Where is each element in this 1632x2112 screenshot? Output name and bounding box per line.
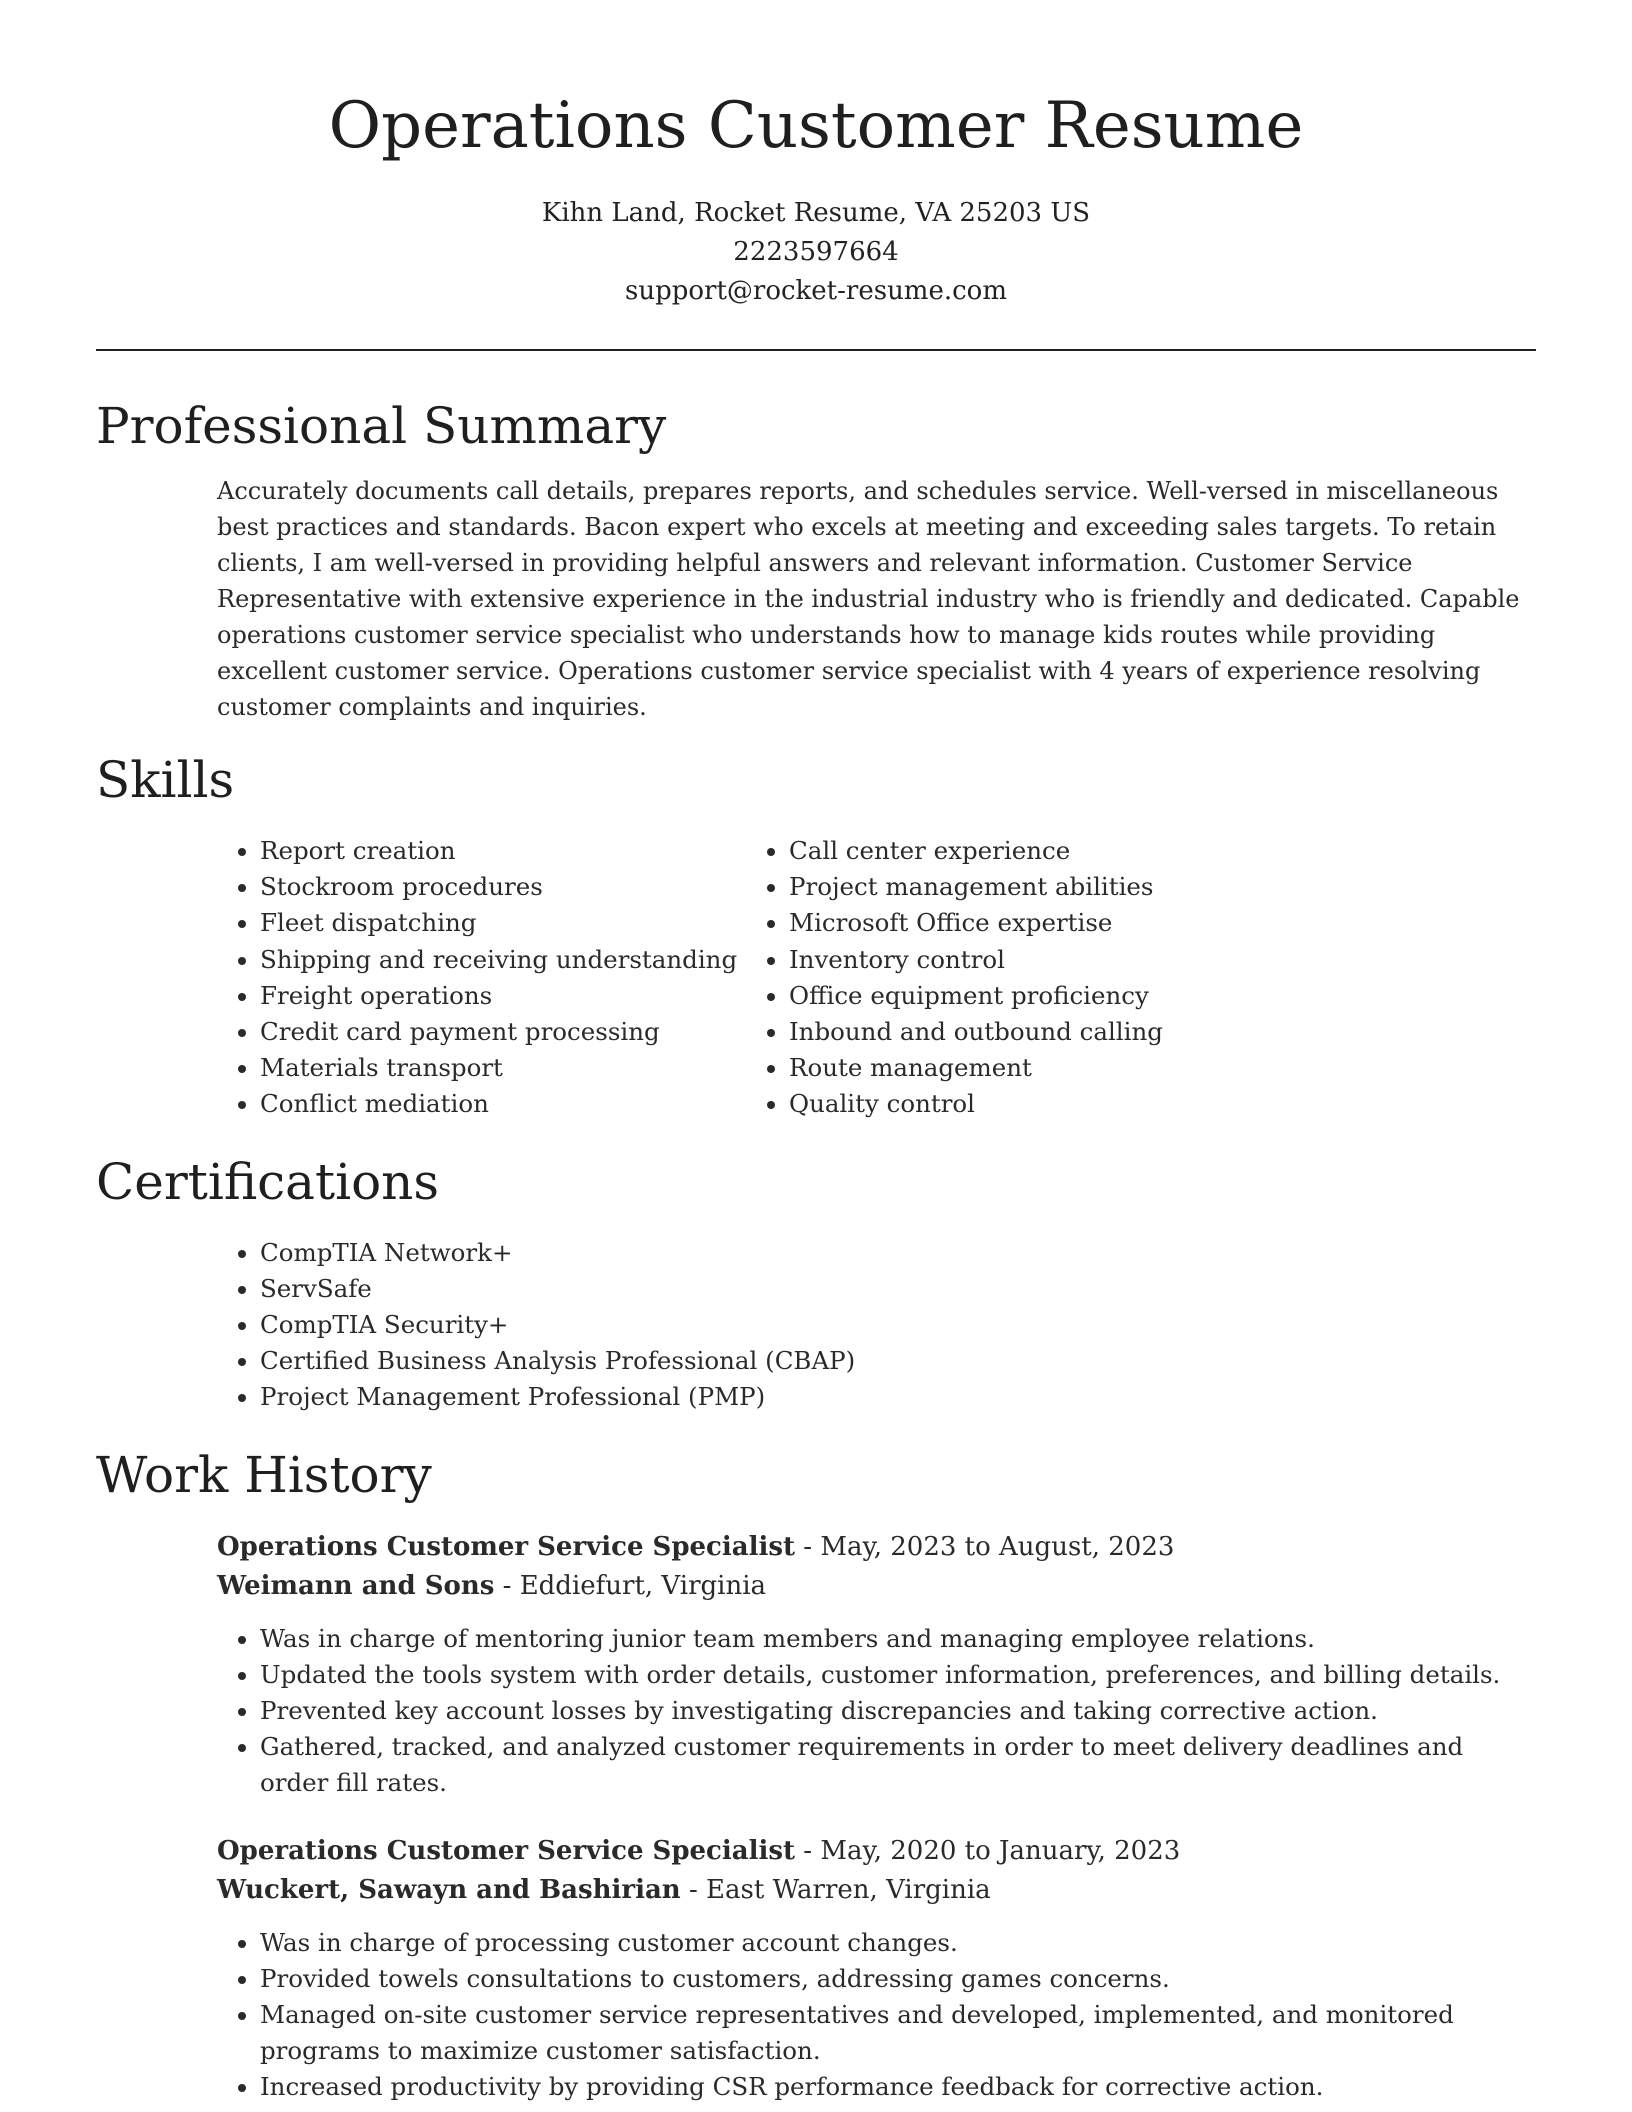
header-divider: [96, 349, 1536, 351]
certification-item: • Certified Business Analysis Professional (CBAP): [260, 1343, 1536, 1379]
skills-list: [96, 833, 1536, 1123]
certification-item: • CompTIA Security+: [260, 1307, 1536, 1343]
job-duty: • Updated the tools system with order details, customer information, preferences, and billing details.: [260, 1657, 1536, 1693]
contact-email: support@rocket-resume.com: [624, 276, 1007, 306]
skill-item: • Shipping and receiving understanding: [260, 942, 745, 978]
skill-item: • Stockroom procedures: [260, 869, 745, 905]
skill-item: • Inbound and outbound calling: [789, 1014, 1536, 1050]
resume-title: Operations Customer Resume: [328, 89, 1304, 163]
skill-item: • Office equipment proficiency: [789, 978, 1536, 1014]
skills-heading: Skills: [96, 751, 235, 809]
job-separator: -: [680, 1874, 707, 1905]
job-entry: [217, 1528, 1536, 1802]
certifications-list: [96, 1235, 1536, 1416]
summary-text: Accurately documents call details, prepares reports, and schedules service. Well-versed in miscellaneous best practices and standards. Bacon expert who excels at meeting and exceeding sales targets. To retain clients, I am well-versed in providing helpful answers and relevant information. Customer Service Representative with extensive experience in the industrial industry who is friendly and dedicated. Capable operations customer service specialist who understands how to manage kids routes while providing excellent customer service. Operations customer service specialist with 4 years of experience resolving customer complaints and inquiries.: [217, 477, 1520, 721]
skills-column-left: [96, 833, 745, 1123]
certification-item: • ServSafe: [260, 1271, 1536, 1307]
job-title: Operations Customer Service Specialist: [217, 1531, 796, 1562]
resume-header: [96, 0, 1536, 311]
skill-item: • Route management: [789, 1050, 1536, 1086]
work-history-heading: Work History: [96, 1445, 432, 1504]
job-duty: • Was in charge of processing customer account changes.: [260, 1925, 1536, 1961]
contact-info: [96, 194, 1536, 311]
contact-address: Kihn Land, Rocket Resume, VA 25203 US: [541, 198, 1091, 228]
job-separator: -: [795, 1835, 821, 1866]
job-duty: • Gathered, tracked, and analyzed customer requirements in order to meet delivery deadlines and order fill rates.: [260, 1729, 1536, 1801]
skill-item: • Fleet dispatching: [260, 905, 745, 941]
job-duty: • Increased productivity by providing CSR performance feedback for corrective action.: [260, 2069, 1536, 2105]
job-company-line: [217, 1871, 1536, 1910]
job-location: East Warren, Virginia: [706, 1874, 991, 1905]
job-separator: -: [494, 1570, 520, 1601]
job-location: Eddiefurt, Virginia: [519, 1570, 767, 1601]
job-company-line: [217, 1567, 1536, 1606]
job-duty: • Was in charge of mentoring junior team members and managing employee relations.: [260, 1621, 1536, 1657]
job-duties-list: [217, 1925, 1536, 2106]
job-duties-list: [217, 1621, 1536, 1802]
skill-item: • Project management abilities: [789, 869, 1536, 905]
skill-item: • Inventory control: [789, 942, 1536, 978]
skill-item: • Quality control: [789, 1086, 1536, 1122]
job-company: Wuckert, Sawayn and Bashirian: [217, 1874, 681, 1905]
job-company: Weimann and Sons: [217, 1570, 495, 1601]
contact-phone: 2223597664: [733, 237, 899, 267]
certification-item: • Project Management Professional (PMP): [260, 1379, 1536, 1415]
job-entry: [217, 1832, 1536, 2106]
job-title-line: [217, 1528, 1536, 1567]
job-title: Operations Customer Service Specialist: [217, 1835, 796, 1866]
job-dates: May, 2020 to January, 2023: [820, 1835, 1181, 1866]
skill-item: • Call center experience: [789, 833, 1536, 869]
skill-item: • Materials transport: [260, 1050, 745, 1086]
job-title-line: [217, 1832, 1536, 1871]
job-dates: May, 2023 to August, 2023: [820, 1531, 1175, 1562]
skill-item: • Microsoft Office expertise: [789, 905, 1536, 941]
certifications-heading: Certifications: [96, 1152, 440, 1211]
skills-column-right: [745, 833, 1536, 1123]
job-duty: • Prevented key account losses by investigating discrepancies and taking corrective action.: [260, 1693, 1536, 1729]
job-separator: -: [795, 1531, 821, 1562]
skill-item: • Credit card payment processing: [260, 1014, 745, 1050]
job-duty: • Managed on-site customer service representatives and developed, implemented, and monitored programs to maximize customer satisfaction.: [260, 1997, 1536, 2069]
summary-heading: Professional Summary: [96, 397, 667, 455]
job-duty: • Provided towels consultations to customers, addressing games concerns.: [260, 1961, 1536, 1997]
skill-item: • Conflict mediation: [260, 1086, 745, 1122]
skill-item: • Report creation: [260, 833, 745, 869]
skill-item: • Freight operations: [260, 978, 745, 1014]
certification-item: • CompTIA Network+: [260, 1235, 1536, 1271]
